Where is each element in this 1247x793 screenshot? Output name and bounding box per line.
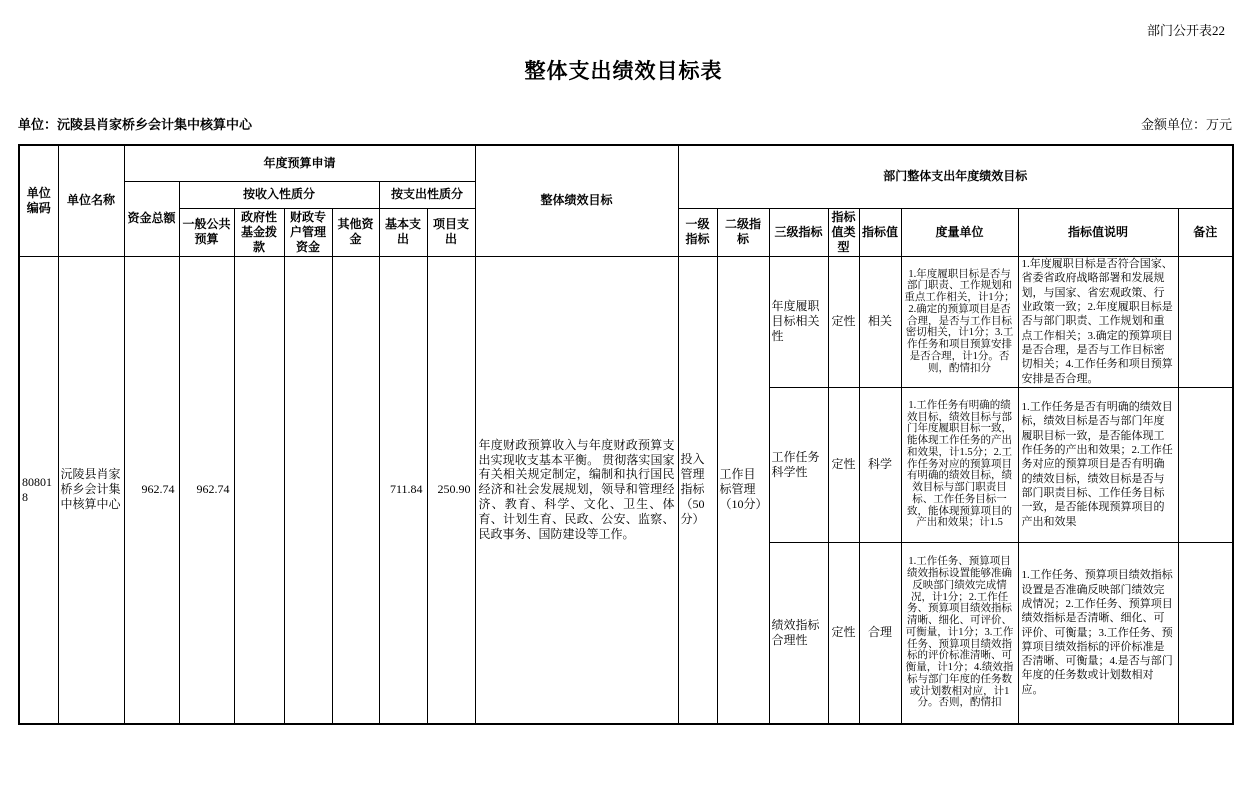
cell-other-funds (332, 256, 379, 724)
th-total-funds: 资金总额 (124, 181, 179, 256)
cell-level3: 工作任务科学性 (769, 387, 828, 542)
th-value-type: 指标值类型 (828, 208, 859, 256)
cell-general-public-budget: 962.74 (179, 256, 234, 724)
th-annual-budget: 年度预算申请 (124, 145, 475, 181)
cell-basic-expenditure: 711.84 (379, 256, 427, 724)
amount-unit-label: 金额单位：万元 (1140, 117, 1232, 132)
th-value-desc: 指标值说明 (1018, 208, 1178, 256)
cell-value-desc: 1.年度履职目标是否符合国家、省委省政府战略部署和发展规划，与国家、省宏观政策、行业政策一致；2.年度履职目标是否与部门职责、工作规划和重点工作相关；3.确定的预算项目是否合理，是否与工作目标密切相关；4.工作任务和项目预算安排是否合理。 (1018, 256, 1178, 387)
cell-value-desc: 1.工作任务是否有明确的绩效目标，绩效目标是否与部门年度履职目标一致，是否能体现工作任务的产出和效果；2.工作任务对应的预算项目是否有明确的绩效目标，绩效目标是否与部门职责目标、工作任务目标一致，是否能体现预算项目的产出和效果 (1018, 387, 1178, 542)
budget-table (18, 144, 1234, 725)
th-overall-target: 整体绩效目标 (475, 145, 678, 256)
cell-measure: 1.工作任务、预算项目绩效指标设置能够准确反映部门绩效完成情况，计1分；2.工作任务、预算项目绩效指标清晰、细化、可评价、可衡量，计1分；3.工作任务、预算项目绩效指标的评价标准清晰、可衡量，计1分；4.绩效指标与部门年度的任务数或计划数相对应，计1分。否则，酌情扣 (901, 542, 1018, 724)
th-gov-fund: 政府性基金拨款 (234, 208, 284, 256)
cell-value: 相关 (859, 256, 901, 387)
th-dept-annual-target: 部门整体支出年度绩效目标 (678, 145, 1233, 208)
cell-value-type: 定性 (828, 256, 859, 387)
cell-measure: 1.工作任务有明确的绩效目标，绩效目标与部门年度履职目标一致，能体现工作任务的产出和效果，计1.5分；2.工作任务对应的预算项目有明确的绩效目标，绩效目标与部门职责目标、工作任务目标一致，能体现预算项目的产出和效果；计1.5 (901, 387, 1018, 542)
cell-value-type: 定性 (828, 542, 859, 724)
cell-project-expenditure: 250.90 (427, 256, 475, 724)
th-by-expenditure: 按支出性质分 (379, 181, 475, 208)
unit-label: 单位：沅陵县肖家桥乡会计集中核算中心 (18, 117, 253, 132)
cell-measure: 1.年度履职目标是否与部门职责、工作规划和重点工作相关，计1分；2.确定的预算项目是否合理，是否与工作目标密切相关，计1分；3.工作任务和项目预算安排是否合理，计1分。否则，酌情扣分 (901, 256, 1018, 387)
cell-value: 合理 (859, 542, 901, 724)
cell-unit-code: 808018 (19, 256, 58, 724)
cell-level3: 年度履职目标相关性 (769, 256, 828, 387)
th-unit-code: 单位编码 (19, 145, 58, 256)
cell-gov-fund (234, 256, 284, 724)
th-by-income: 按收入性质分 (179, 181, 379, 208)
cell-value-type: 定性 (828, 387, 859, 542)
th-level3: 三级指标 (769, 208, 828, 256)
cell-value: 科学 (859, 387, 901, 542)
unit-row (18, 114, 1232, 133)
cell-fiscal-account (284, 256, 332, 724)
th-level2: 二级指标 (717, 208, 769, 256)
cell-level2: 工作目标管理 （10分） (717, 256, 769, 724)
th-fiscal-account: 财政专户管理资金 (284, 208, 332, 256)
page-title: 整体支出绩效目标表 (524, 59, 723, 83)
th-remark: 备注 (1178, 208, 1233, 256)
cell-unit-name: 沅陵县肖家桥乡会计集中核算中心 (58, 256, 124, 724)
corner-label: 部门公开表22 (1146, 23, 1225, 38)
th-project-expenditure: 项目支出 (427, 208, 475, 256)
cell-overall-target: 年度财政预算收入与年度财政预算支出实现收支基本平衡。 贯彻落实国家有关相关规定制定，编制和执行国民经济和社会发展规划，领导和管理经济、教育、科学、文化、卫生、体育、计划生育、民政、公安、监察、民政事务、国防建设等工作。 (475, 256, 678, 724)
th-general-public-budget: 一般公共预算 (179, 208, 234, 256)
cell-remark (1178, 387, 1233, 542)
budget-table-wrap (18, 144, 1234, 725)
cell-level1: 投入管理指标（50分） (678, 256, 717, 724)
th-measure: 度量单位 (901, 208, 1018, 256)
cell-value-desc: 1.工作任务、预算项目绩效指标设置是否准确反映部门绩效完成情况；2.工作任务、预算项目绩效指标是否清晰、细化、可评价、可衡量；3.工作任务、预算项目绩效指标的评价标准是否清晰、可衡量；4.是否与部门年度的任务数或计划数相对应。 (1018, 542, 1178, 724)
cell-total-funds: 962.74 (124, 256, 179, 724)
cell-level3: 绩效指标合理性 (769, 542, 828, 724)
th-unit-name: 单位名称 (58, 145, 124, 256)
cell-remark (1178, 542, 1233, 724)
table-row (19, 256, 1233, 387)
th-value: 指标值 (859, 208, 901, 256)
th-basic-expenditure: 基本支出 (379, 208, 427, 256)
th-level1: 一级指标 (678, 208, 717, 256)
cell-remark (1178, 256, 1233, 387)
th-other-funds: 其他资金 (332, 208, 379, 256)
